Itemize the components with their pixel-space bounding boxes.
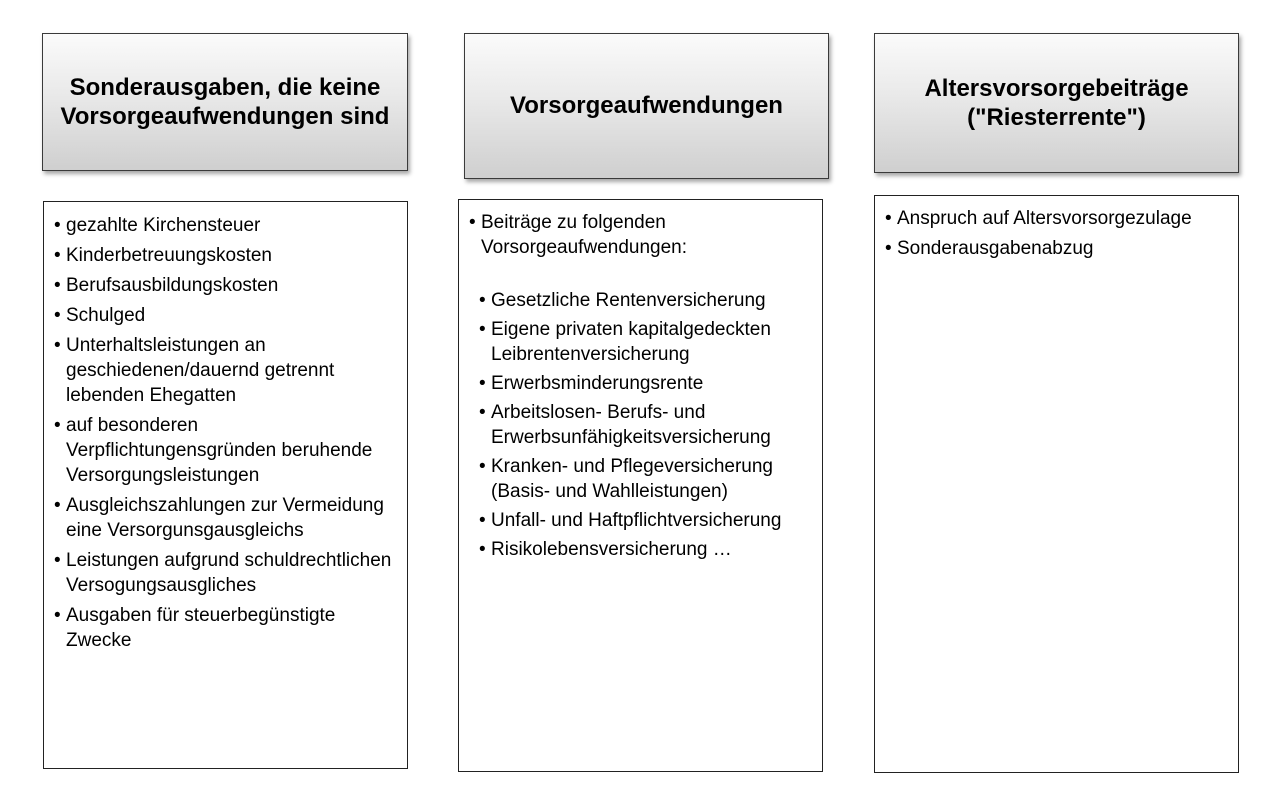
list-item: • Unfall- und Haftpflichtversicherung <box>479 508 812 533</box>
content-altersvorsorge <box>874 195 1239 773</box>
list-item: • Anspruch auf Altersvorsorgezulage <box>885 206 1228 231</box>
content-sonderausgaben <box>43 201 408 769</box>
list-item: • Ausgaben für steuerbegünstigte Zwecke <box>54 603 393 653</box>
content-vorsorgeaufwendungen <box>458 199 823 772</box>
list-item: • Erwerbsminderungsrente <box>479 371 812 396</box>
list-vorsorgeaufwendungen <box>469 288 812 562</box>
list-item: • Arbeitslosen- Berufs- und Erwerbsunfähigkeitsversicherung <box>479 400 812 450</box>
header-vorsorgeaufwendungen <box>464 33 829 179</box>
list-item: • Leistungen aufgrund schuldrechtlichen Versogungsausgliches <box>54 548 393 598</box>
list-item: • Berufsausbildungskosten <box>54 273 393 298</box>
list-item: • Sonderausgabenabzug <box>885 236 1228 261</box>
list-item: • Eigene privaten kapitalgedeckten Leibrentenversicherung <box>479 317 812 367</box>
header-altersvorsorge <box>874 33 1239 173</box>
header-vorsorgeaufwendungen-text: Vorsorgeaufwendungen <box>510 92 783 120</box>
list-item: • Risikolebensversicherung … <box>479 537 812 562</box>
list-item: • auf besonderen Verpflichtungensgründen beruhende Versorgungsleistungen <box>54 413 393 488</box>
header-sonderausgaben <box>42 33 408 171</box>
list-item: • Kranken- und Pflegeversicherung (Basis- und Wahlleistungen) <box>479 454 812 504</box>
list-item: • Schulged <box>54 303 393 328</box>
list-item: • Ausgleichszahlungen zur Vermeidung eine Versorgunsgausgleichs <box>54 493 393 543</box>
list-altersvorsorge <box>885 206 1228 261</box>
list-item: • Gesetzliche Rentenversicherung <box>479 288 812 313</box>
header-altersvorsorge-text: Altersvorsorgebeiträge ("Riesterrente") <box>924 74 1189 131</box>
list-item: • gezahlte Kirchensteuer <box>54 213 393 238</box>
header-sonderausgaben-text: Sonderausgaben, die keine Vorsorgeaufwendungen sind <box>60 73 390 130</box>
list-sonderausgaben <box>54 213 393 653</box>
lead-text: • Beiträge zu folgenden Vorsorgeaufwendungen: <box>469 210 812 260</box>
list-item: • Unterhaltsleistungen an geschiedenen/dauernd getrennt lebenden Ehegatten <box>54 333 393 408</box>
list-item: • Kinderbetreuungskosten <box>54 243 393 268</box>
